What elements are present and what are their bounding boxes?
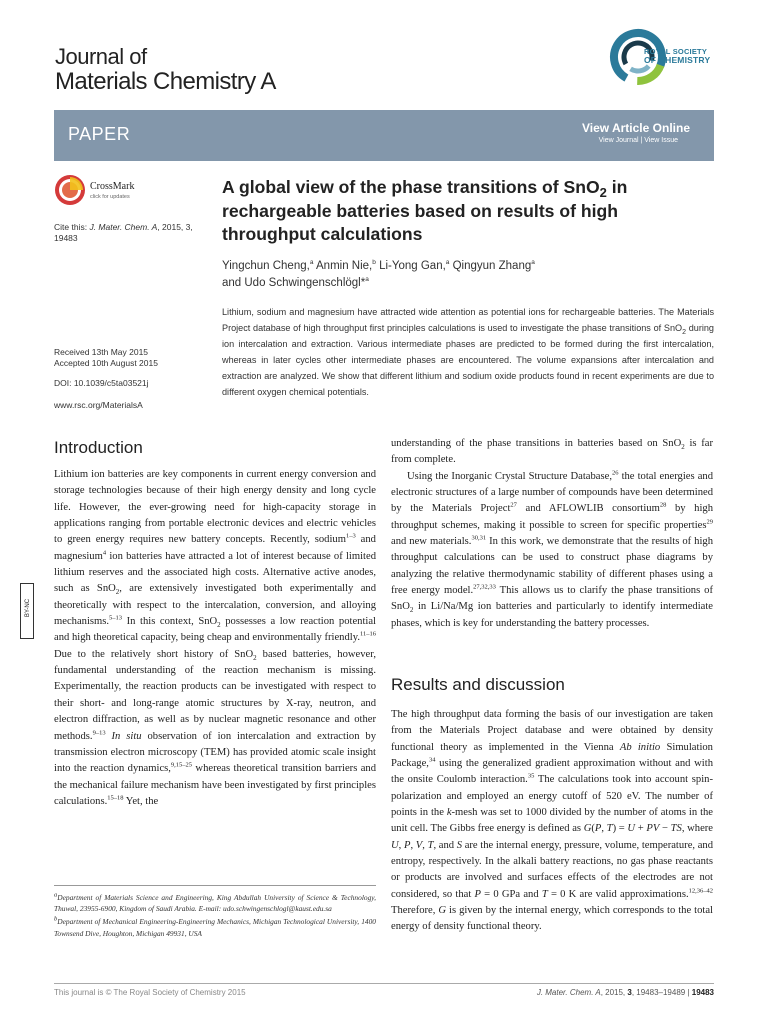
affiliation-b: $^b$Department of Mechanical Engineering-Engineering Mechanics, Michigan Technological University, 1400 Townsend Dive, Houghton, Michigan 49931, USA [54, 915, 376, 938]
article-type-label: PAPER [68, 124, 131, 144]
abstract: Lithium, sodium and magnesium have attracted wide attention as potential ions for rechargeable batteries. The Materials Project database of high throughput first principles calculations is used to investigate the phase transitions of SnO$_2$ during ion intercalation and extraction. Various intermediate phases are predicted to be formed during the first intercalation, whereas in later cycles other intermediate phases are encountered. The volume expansions after intercalation and extraction are analyzed. We show that different lithium and sodium oxide products found in recent experiments are due to different oxygen chemical potentials. [222, 307, 714, 397]
journal-url[interactable]: www.rsc.org/MaterialsA [54, 400, 143, 410]
rsc-publisher-name [644, 47, 710, 65]
view-article-online-link[interactable]: View Article Online [581, 121, 690, 135]
article-type-bar [54, 110, 714, 161]
body-right-column [391, 436, 713, 632]
intro-paragraph-2: Using the Inorganic Crystal Structure Database,$^{26}$ the total energies and electronic structures of a large number of compounds have been determined by the Materials Project$^{27}$ and AFLOWLIB consortium$^{28}$ by high throughput schemes, making it possible to screen for specific properties$^{29}$ and new materials.$^{30,31}$ In this work, we demonstrate that the results of high throughput calculations can be used to construct phase diagrams by analyzing the relative thermodynamic stability of different phases using a free energy model.$^{27,32,33}$ This allows us to clarify the phase transitions of SnO$_2$ in Li/Na/Mg ion batteries and particularly to identify intermediate phases, which is key for understanding the battery processes. [391, 469, 714, 629]
affiliations [54, 892, 376, 939]
license-text: BY-NC [25, 598, 31, 618]
title-part-b: in rechargeable batteries based on results of high throughput calculations [222, 177, 628, 244]
author-list: Yingchun Cheng,$^a$ Anmin Nie,$^b$ Li-Yong Gan,$^a$ Qingyun Zhang$^a$ and Udo Schwingenschlögl*$^a$ [222, 259, 535, 289]
footer-copyright: This journal is © The Royal Society of Chemistry 2015 [54, 988, 246, 997]
crossmark-label: CrossMark [90, 181, 135, 192]
footer-citation [537, 988, 714, 997]
footer-page-number: 19483 [691, 988, 714, 997]
section-heading-results: Results and discussion [391, 675, 565, 694]
journal-title [55, 44, 276, 94]
crossmark-sub: click for updates [90, 194, 130, 200]
footer-year: , 2015, [600, 988, 628, 997]
results-paragraph-1: The high throughput data forming the basis of our investigation are taken from the Materials Project database and were obtained by density functional theory as implemented in the Vienna Ab initio Simulation Package,$^{34}$ using the generalized gradient approximation without and with the onsite Coulomb interaction.$^{35}$ The calculations took into account spin-polarization and employed an energy cutoff of 520 eV. The number of points in the k-mesh was set to 1000 divided by the number of atoms in the unit cell. The Gibbs free energy is defined as G(P, T) = U + PV − TS, where U, P, V, T, and S are the internal energy, pressure, volume, temperature, and entropy, respectively. In the alkali battery reactions, no gas phase reactants or products are involved and surfaces effects of the electrodes are not considered, so that P = 0 GPa and T = 0 K are valid approximations.$^{12,36-42}$ Therefore, G is given by the internal energy, which corresponds to the total energy of density functional theory. [391, 709, 714, 933]
received-date: Received 13th May 2015 [54, 347, 149, 357]
article-title [222, 176, 692, 246]
cite-prefix: Cite this: [54, 222, 90, 232]
view-journal-issue-links[interactable]: View Journal | View Issue [598, 137, 678, 144]
citation [54, 222, 214, 244]
title-part-a: A global view of the phase transitions of SnO [222, 177, 600, 197]
intro-paragraph-1-cont: understanding of the phase transitions in batteries based on SnO$_2$ is far from complete. [391, 438, 714, 466]
crossmark-badge[interactable] [54, 172, 144, 212]
cite-page: 19483 [54, 233, 78, 243]
footnote-divider [54, 885, 376, 886]
journal-title-line1: Journal of [55, 44, 147, 69]
results-column [391, 707, 713, 936]
affiliation-a: $^a$Department of Materials Science and Engineering, King Abdullah University of Science & Technology, Thuwal, 23955-6900, Kingdom of Saudi Arabia. E-mail: udo.schwingenschlogl@kaust.edu.sa [54, 891, 376, 914]
intro-paragraph-1: Lithium ion batteries are key components in current energy conversion and storage technologies because of their high energy density and long cycle life. However, the ever-growing need for high-capacity storage in applications ranging from portable electronic devices and electric vehicles to green energy requires new battery concepts. Recently, sodium$^{1-3}$ and magnesium$^4$ ion batteries have attracted a lot of interest because of limited lithium reserves and the associated high costs. Alternative active anodes, such as SnO$_2$, are extensively investigated both experimentally and theoretically with respect to the intercalation, conversion, and alloying mechanisms.$^{5-13}$ In this context, SnO$_2$ possesses a low reaction potential and high theoretical capacity, being cheap and environmentally friendly.$^{11-16}$ Due to the relatively short history of SnO$_2$ based batteries, however, fundamental understanding of the reaction mechanism is missing. Experimentally, the reaction products can be investigated with respect to their short- and long-range atomic structures by X-ray, neutron, and electron diffraction, as well as by nuclear magnetic resonance and other methods.$^{9-13}$ In situ observation of ion intercalation and extraction by transmission electron microscopy (TEM) has provided atomic scale insight into the reaction dynamics,$^{9,15-25}$ whereas theoretical transition barriers and the mechanical failure mechanism have been investigated by first principles calculations.$^{15-18}$ Yet, the [54, 469, 377, 807]
accepted-date: Accepted 10th August 2015 [54, 358, 158, 368]
body-left-column [54, 467, 376, 810]
crossmark-icon [54, 174, 86, 206]
doi[interactable]: DOI: 10.1039/c5ta03521j [54, 378, 149, 388]
footer-pages: , 19483–19489 | [631, 988, 692, 997]
footer-journal: J. Mater. Chem. A [536, 988, 601, 997]
footer-volume: 3 [627, 988, 632, 997]
journal-title-line2: Materials Chemistry A [55, 68, 276, 95]
publisher-line1: ROYAL SOCIETY [644, 47, 708, 56]
publisher-line2: OF CHEMISTRY [644, 55, 711, 65]
title-subscript: 2 [599, 185, 607, 200]
section-heading-introduction: Introduction [54, 438, 143, 457]
cc-license-badge[interactable] [20, 583, 34, 639]
footer-divider [54, 983, 714, 984]
cite-rest: , 2015, 3, [157, 222, 193, 232]
cite-journal: J. Mater. Chem. A [89, 222, 158, 232]
